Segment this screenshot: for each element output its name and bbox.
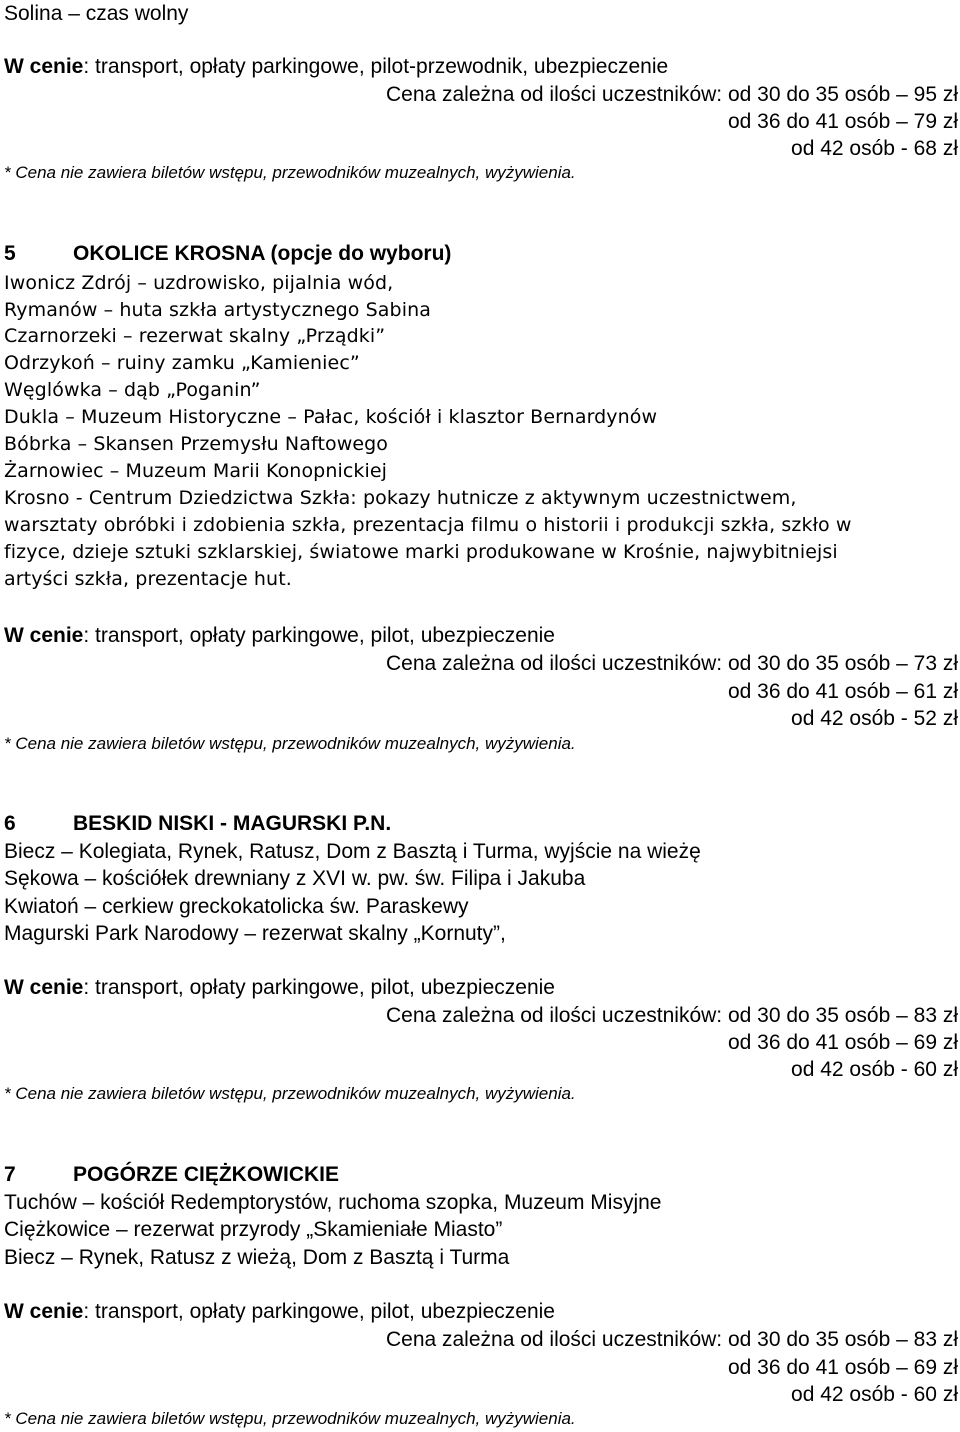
s7-line: Tuchów – kościół Redemptorystów, ruchoma szopka, Muzeum Misyjne [4,1191,662,1214]
s6-included [4,976,555,1000]
s5-heading [4,242,451,266]
s7-price-note: * Cena nie zawiera biletów wstępu, przewodników muzealnych, wyżywienia. [4,1409,576,1428]
included-label: W cenie [4,976,84,999]
section-title: POGÓRZE CIĘŻKOWICKIE [73,1163,340,1186]
section-number: 6 [4,812,16,835]
s6-line: Sękowa – kościółek drewniany z XVI w. pw. św. Filipa i Jakuba [4,867,586,890]
s6-price-tier-3: od 42 osób - 60 zł [791,1058,958,1081]
s4-price-tier-2: od 36 do 41 osób – 79 zł [727,110,958,133]
s7-line: Biecz – Rynek, Ratusz z wieżą, Dom z Basztą i Turma [4,1246,510,1269]
s6-price-tier-2: od 36 do 41 osób – 69 zł [727,1031,958,1054]
s5-line: Bóbrka – Skansen Przemysłu Naftowego [4,433,389,455]
s5-line: Iwonicz Zdrój – uzdrowisko, pijalnia wód, [4,272,394,294]
intro-line: Solina – czas wolny [4,2,189,25]
included-label: W cenie [4,624,84,647]
s5-line: Rymanów – huta szkła artystycznego Sabina [4,299,431,321]
s7-included [4,1300,555,1324]
s5-price-tier-3: od 42 osób - 52 zł [791,707,958,730]
included-text: : transport, opłaty parkingowe, pilot, ubezpieczenie [83,976,555,999]
section-title: OKOLICE KROSNA (opcje do wyboru) [73,242,452,265]
s5-line: Odrzykoń – ruiny zamku „Kamieniec” [4,352,360,374]
s6-line: Biecz – Kolegiata, Rynek, Ratusz, Dom z Basztą i Turma, wyjście na wieżę [4,840,701,863]
section-title: BESKID NISKI - MAGURSKI P.N. [73,812,392,835]
s6-line: Magurski Park Narodowy – rezerwat skalny „Kornuty”, [4,922,506,945]
section-number: 7 [4,1163,16,1186]
s5-included [4,624,555,648]
s5-line: Dukla – Muzeum Historyczne – Pałac, kościół i klasztor Bernardynów [4,406,658,428]
s5-price-note: * Cena nie zawiera biletów wstępu, przewodników muzealnych, wyżywienia. [4,734,576,753]
s5-line: artyści szkła, prezentacje hut. [4,568,292,590]
s5-price-tier-1: Cena zależna od ilości uczestników: od 30 do 35 osób – 73 zł [385,652,958,675]
s5-line: Węglówka – dąb „Poganin” [4,379,261,401]
s5-line: Żarnowiec – Muzeum Marii Konopnickiej [4,460,388,482]
s4-price-note: * Cena nie zawiera biletów wstępu, przewodników muzealnych, wyżywienia. [4,163,576,182]
included-text: : transport, opłaty parkingowe, pilot-przewodnik, ubezpieczenie [83,55,669,78]
included-label: W cenie [4,1300,84,1323]
included-text: : transport, opłaty parkingowe, pilot, ubezpieczenie [83,1300,555,1323]
s6-heading [4,812,391,836]
s4-price-tier-1: Cena zależna od ilości uczestników: od 30 do 35 osób – 95 zł [385,83,958,106]
s7-price-tier-1: Cena zależna od ilości uczestników: od 30 do 35 osób – 83 zł [385,1328,958,1351]
s5-line: warsztaty obróbki i zdobienia szkła, prezentacja filmu o historii i produkcji szkła, szkło w [4,514,852,536]
s7-line: Ciężkowice – rezerwat przyrody „Skamieniałe Miasto” [4,1218,503,1241]
s7-price-tier-3: od 42 osób - 60 zł [791,1383,958,1406]
s4-price-tier-3: od 42 osób - 68 zł [791,137,958,160]
s7-heading [4,1163,339,1187]
s5-line: Krosno - Centrum Dziedzictwa Szkła: pokazy hutnicze z aktywnym uczestnictwem, [4,487,797,509]
s6-price-note: * Cena nie zawiera biletów wstępu, przewodników muzealnych, wyżywienia. [4,1084,576,1103]
s6-line: Kwiatoń – cerkiew greckokatolicka św. Paraskewy [4,895,469,918]
s7-price-tier-2: od 36 do 41 osób – 69 zł [727,1356,958,1379]
s6-price-tier-1: Cena zależna od ilości uczestników: od 30 do 35 osób – 83 zł [385,1004,958,1027]
included-label: W cenie [4,55,84,78]
included-text: : transport, opłaty parkingowe, pilot, ubezpieczenie [83,624,555,647]
s5-line: fizyce, dzieje sztuki szklarskiej, światowe marki produkowane w Krośnie, najwybitniejsi [4,541,838,563]
s5-line: Czarnorzeki – rezerwat skalny „Prządki” [4,325,386,347]
s5-price-tier-2: od 36 do 41 osób – 61 zł [727,680,958,703]
section-number: 5 [4,242,16,265]
s4-included [4,55,668,79]
